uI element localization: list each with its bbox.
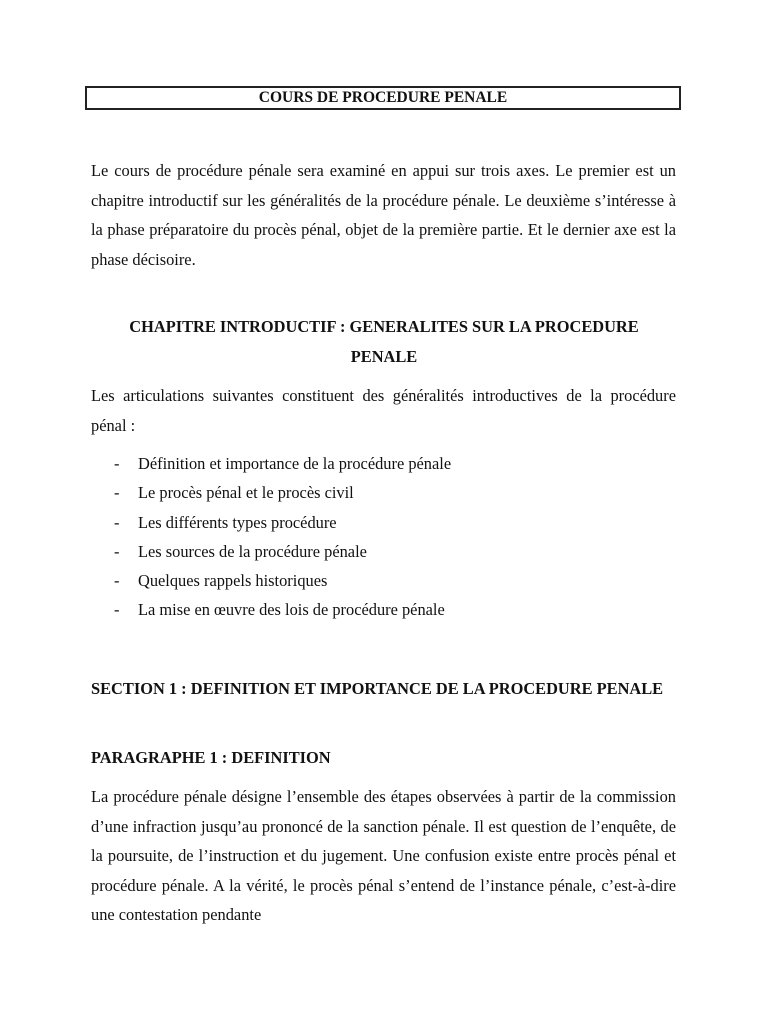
list-item (91, 537, 676, 566)
list-item-text: La mise en œuvre des lois de procédure pénale (138, 600, 445, 620)
list-item-text: Définition et importance de la procédure pénale (138, 454, 452, 473)
list-item-text: Les sources de la procédure pénale (138, 541, 367, 561)
bullet-dash: - (114, 600, 120, 620)
list-item (91, 566, 676, 595)
chapter-heading: CHAPITRE INTRODUCTIF : GENERALITES SUR LA PROCEDURE PENALE (129, 317, 639, 366)
list-item-text: Le procès pénal et le procès civil (138, 483, 354, 503)
document-title: COURS DE PROCEDURE PENALE (85, 86, 681, 110)
list-item-text: Quelques rappels historiques (138, 571, 328, 591)
section-heading: SECTION 1 : DEFINITION ET IMPORTANCE DE LA PROCEDURE PENALE (91, 679, 664, 698)
list-item (91, 449, 676, 478)
list-item-text: Les différents types procédure (138, 512, 337, 532)
bullet-dash: - (114, 541, 120, 561)
bullet-dash: - (114, 512, 120, 532)
list-item (91, 508, 676, 537)
paragraph-heading: PARAGRAPHE 1 : DEFINITION (91, 748, 331, 767)
list-item (91, 478, 676, 507)
bullet-dash: - (114, 571, 120, 591)
bullet-dash: - (114, 454, 120, 473)
bullet-dash: - (114, 483, 120, 503)
definition-paragraph: La procédure pénale désigne l’ensemble des étapes observées à partir de la commission d’une infraction jusqu’au prononcé de la sanction pénale. Il est question de l’enquête, de la poursuite, de l’instruction et du jugement. Une confusion existe entre procès pénal et procédure pénale. A la vérité, le procès pénal s’entend de l’instance pénale, c’est-à-dire une contestation pendante (91, 787, 676, 924)
articulations-paragraph: Les articulations suivantes constituent des généralités introductives de la procédure pénal : (91, 386, 676, 435)
bullet-list (91, 449, 676, 625)
list-item (91, 595, 676, 624)
intro-paragraph: Le cours de procédure pénale sera examiné en appui sur trois axes. Le premier est un chapitre introductif sur les généralités de la procédure pénale. Le deuxième s’intéresse à la phase préparatoire du procès pénal, objet de la première partie. Et le dernier axe est la phase décisoire. (91, 161, 676, 269)
